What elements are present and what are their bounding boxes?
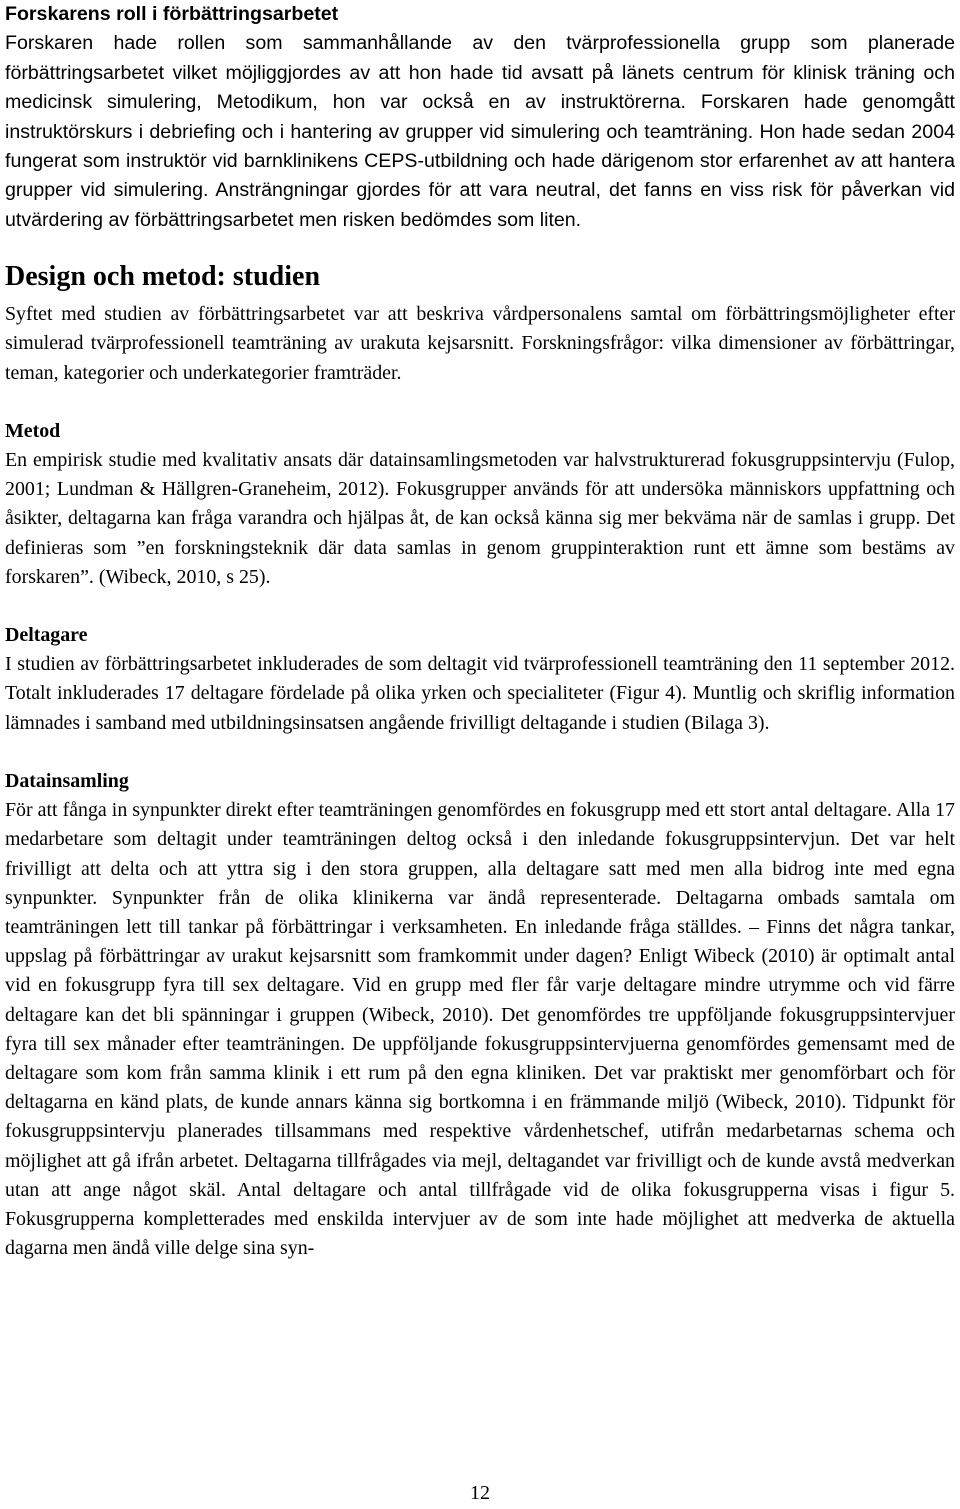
paragraph: Syftet med studien av förbättringsarbetet var att beskriva vårdpersonalens samtal om förbättringsmöjligheter efter simulerad tvärprofessionell teamträning av urakuta kejsarsnitt. Forskningsfrågor: vilka dimensioner av förbättringar, teman, kategorier och underkategorier framträder. bbox=[5, 303, 955, 384]
paragraph: I studien av förbättringsarbetet inkluderades de som deltagit vid tvärprofessionell teamträning den 11 september 2012. Totalt inkluderades 17 deltagare fördelade på olika yrken och specialiteter (Figur 4). Muntlig och skriflig information lämnades i samband med utbildningsinsatsen angående frivilligt deltagande i studien (Bilaga 3). bbox=[5, 653, 955, 734]
section-heading: Deltagare bbox=[5, 624, 88, 647]
page-title: Design och metod: studien bbox=[5, 261, 321, 293]
section-heading: Metod bbox=[5, 419, 61, 442]
section-forskarens-roll bbox=[5, 0, 955, 235]
section-heading: Datainsamling bbox=[5, 769, 129, 792]
paragraph: En empirisk studie med kvalitativ ansats där datainsamlingsmetoden var halvstrukturerad fokusgruppsintervju (Fulop, 2001; Lundman & Hällgren-Graneheim, 2012). Fokusgrupper används för att undersöka människors uppfattning och åsikter, deltagarna kan fråga varandra och hjälpas åt, de kan också känna sig mer bekväma när de samlas i grupp. Det definieras som ”en forskningsteknik där data samlas in genom gruppinteraktion runt ett ämne som bestäms av forskaren”. (Wibeck, 2010, s 25). bbox=[5, 449, 955, 588]
section-heading: Forskarens roll i förbättringsarbetet bbox=[5, 3, 339, 25]
paragraph: Forskaren hade rollen som sammanhållande av den tvärprofessionella grupp som planerade förbättringsarbetet vilket möjliggjordes av att hon hade tid avsatt på länets centrum för klinisk träning och medicinsk simulering, Metodikum, hon var också en av instruktörerna. Forskaren hade genomgått instruktörskurs i debriefing och i hantering av grupper vid simulering och teamträning. Hon hade sedan 2004 fungerat som instruktör vid barnklinikens CEPS-utbildning och hade därigenom stor erfarenhet av att hantera grupper vid simulering. Ansträngningar gjordes för att vara neutral, det fanns en viss risk för påverkan vid utvärdering av förbättringsarbetet men risken bedömdes som liten. bbox=[5, 32, 955, 231]
document-page bbox=[5, 0, 955, 1263]
page-number: 12 bbox=[470, 1482, 490, 1504]
paragraph: För att fånga in synpunkter direkt efter teamträningen genomfördes en fokusgrupp med ett stort antal deltagare. Alla 17 medarbetare som deltagit under teamträningen deltog också i den inledande fokusgruppsintervjun. Det var helt frivilligt att delta och att yttra sig i den stora gruppen, alla deltagare satt med men alla bidrog inte med egna synpunkter. Synpunkter från de olika klinikerna var ändå representerade. Deltagarna ombads samtala om teamträningen lett till tankar på förbättringar i verksamheten. En inledande fråga ställdes. – Finns det några tankar, uppslag på förbättringar av urakut kejsarsnitt som framkommit under dagen? Enligt Wibeck (2010) är optimalt antal vid en fokusgrupp fyra till sex deltagare. Vid en grupp med fler får varje deltagare mindre utrymme och vid färre deltagare kan det bli spänningar i gruppen (Wibeck, 2010). Det genomfördes tre uppföljande fokusgruppsintervjuer fyra till sex månader efter teamträningen. De uppföljande fokusgruppsintervjuerna genomfördes gemensamt med de deltagare som kom från samma klinik i ett rum på den egna kliniken. Det var praktiskt mer genomförbart och för deltagarna en känd plats, de kunde annars känna sig bortkomna i en främmande miljö (Wibeck, 2010). Tidpunkt för fokusgruppsintervju planerades tillsammans med respektive vårdenhetschef, utifrån medarbetarnas schema och möjlighet att gå ifrån arbetet. Deltagarna tillfrågades via mejl, deltagandet var frivilligt och de kunde avstå medverkan utan att ange något skäl. Antal deltagare och antal tillfrågade vid de olika fokusgrupperna visas i figur 5. Fokusgrupperna kompletterades med enskilda intervjuer av de som inte hade möjlighet att medverka de aktuella dagarna men ändå ville delge sina syn- bbox=[5, 799, 955, 1260]
